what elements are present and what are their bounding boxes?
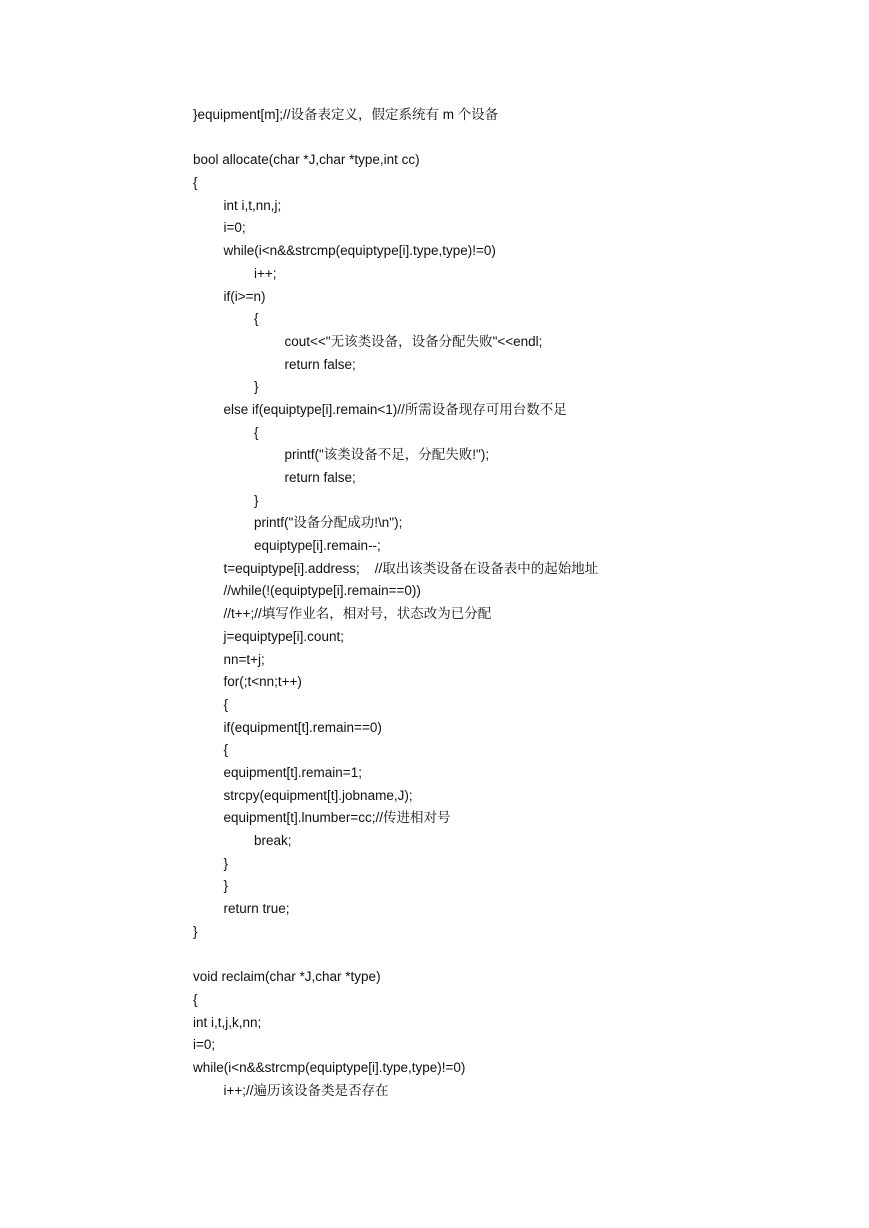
code-line: //t++;//填写作业名，相对号，状态改为已分配 [223,606,492,622]
code-line: } [254,379,259,395]
code-line: int i,t,nn,j; [223,197,282,213]
code-line: if(i>=n) [223,288,266,304]
code-line: { [193,175,198,191]
code-line: } [223,855,229,871]
code-line: return false; [284,470,356,485]
code-line: { [223,696,229,712]
code-line: //while(!(equiptype[i].remain==0)) [223,583,421,599]
code-line: for(;t<nn;t++) [223,674,302,690]
code-line: { [193,991,198,1007]
code-line: void reclaim(char *J,char *type) [193,969,381,985]
code-listing [193,104,833,1102]
code-line: while(i<n&&strcmp(equiptype[i].type,type)!=0) [223,243,496,259]
code-line: while(i<n&&strcmp(equiptype[i].type,type)!=0) [193,1059,466,1075]
code-line: strcpy(equipment[t].jobname,J); [223,787,413,803]
code-line: cout<<"无该类设备，设备分配失败"<<endl; [284,333,543,349]
code-line: equipment[t].lnumber=cc;//传进相对号 [223,810,451,826]
blank-line [193,127,833,150]
code-line: bool allocate(char *J,char *type,int cc) [193,152,420,168]
code-line: else if(equiptype[i].remain<1)//所需设备现存可用台数不足 [223,401,567,417]
code-line: i++; [254,265,277,281]
code-line: } [223,878,229,894]
code-line: printf("设备分配成功!\n"); [254,515,403,531]
code-line: { [223,742,229,758]
code-line: break; [254,833,292,848]
code-line: i=0; [193,1037,216,1053]
code-line: return false; [284,356,356,372]
blank-line [193,943,833,966]
code-line: } [193,923,198,939]
code-line: return true; [223,901,290,917]
code-line: }equipment[m];//设备表定义，假定系统有 m 个设备 [193,107,499,122]
code-line: j=equiptype[i].count; [223,628,344,644]
code-line: { [254,424,259,440]
code-line: t=equiptype[i].address; //取出该类设备在设备表中的起始地址 [223,560,599,576]
code-line: i=0; [223,220,246,236]
code-line: i++;//遍历该设备类是否存在 [223,1082,389,1098]
code-line: } [254,492,259,508]
code-line: { [254,311,259,327]
code-line: int i,t,j,k,nn; [193,1014,262,1030]
code-line: equipment[t].remain=1; [223,764,362,780]
code-line: equiptype[i].remain--; [254,538,381,554]
code-line: printf("该类设备不足，分配失败!"); [284,447,490,463]
code-line: nn=t+j; [223,651,265,667]
code-line: if(equipment[t].remain==0) [223,719,382,735]
